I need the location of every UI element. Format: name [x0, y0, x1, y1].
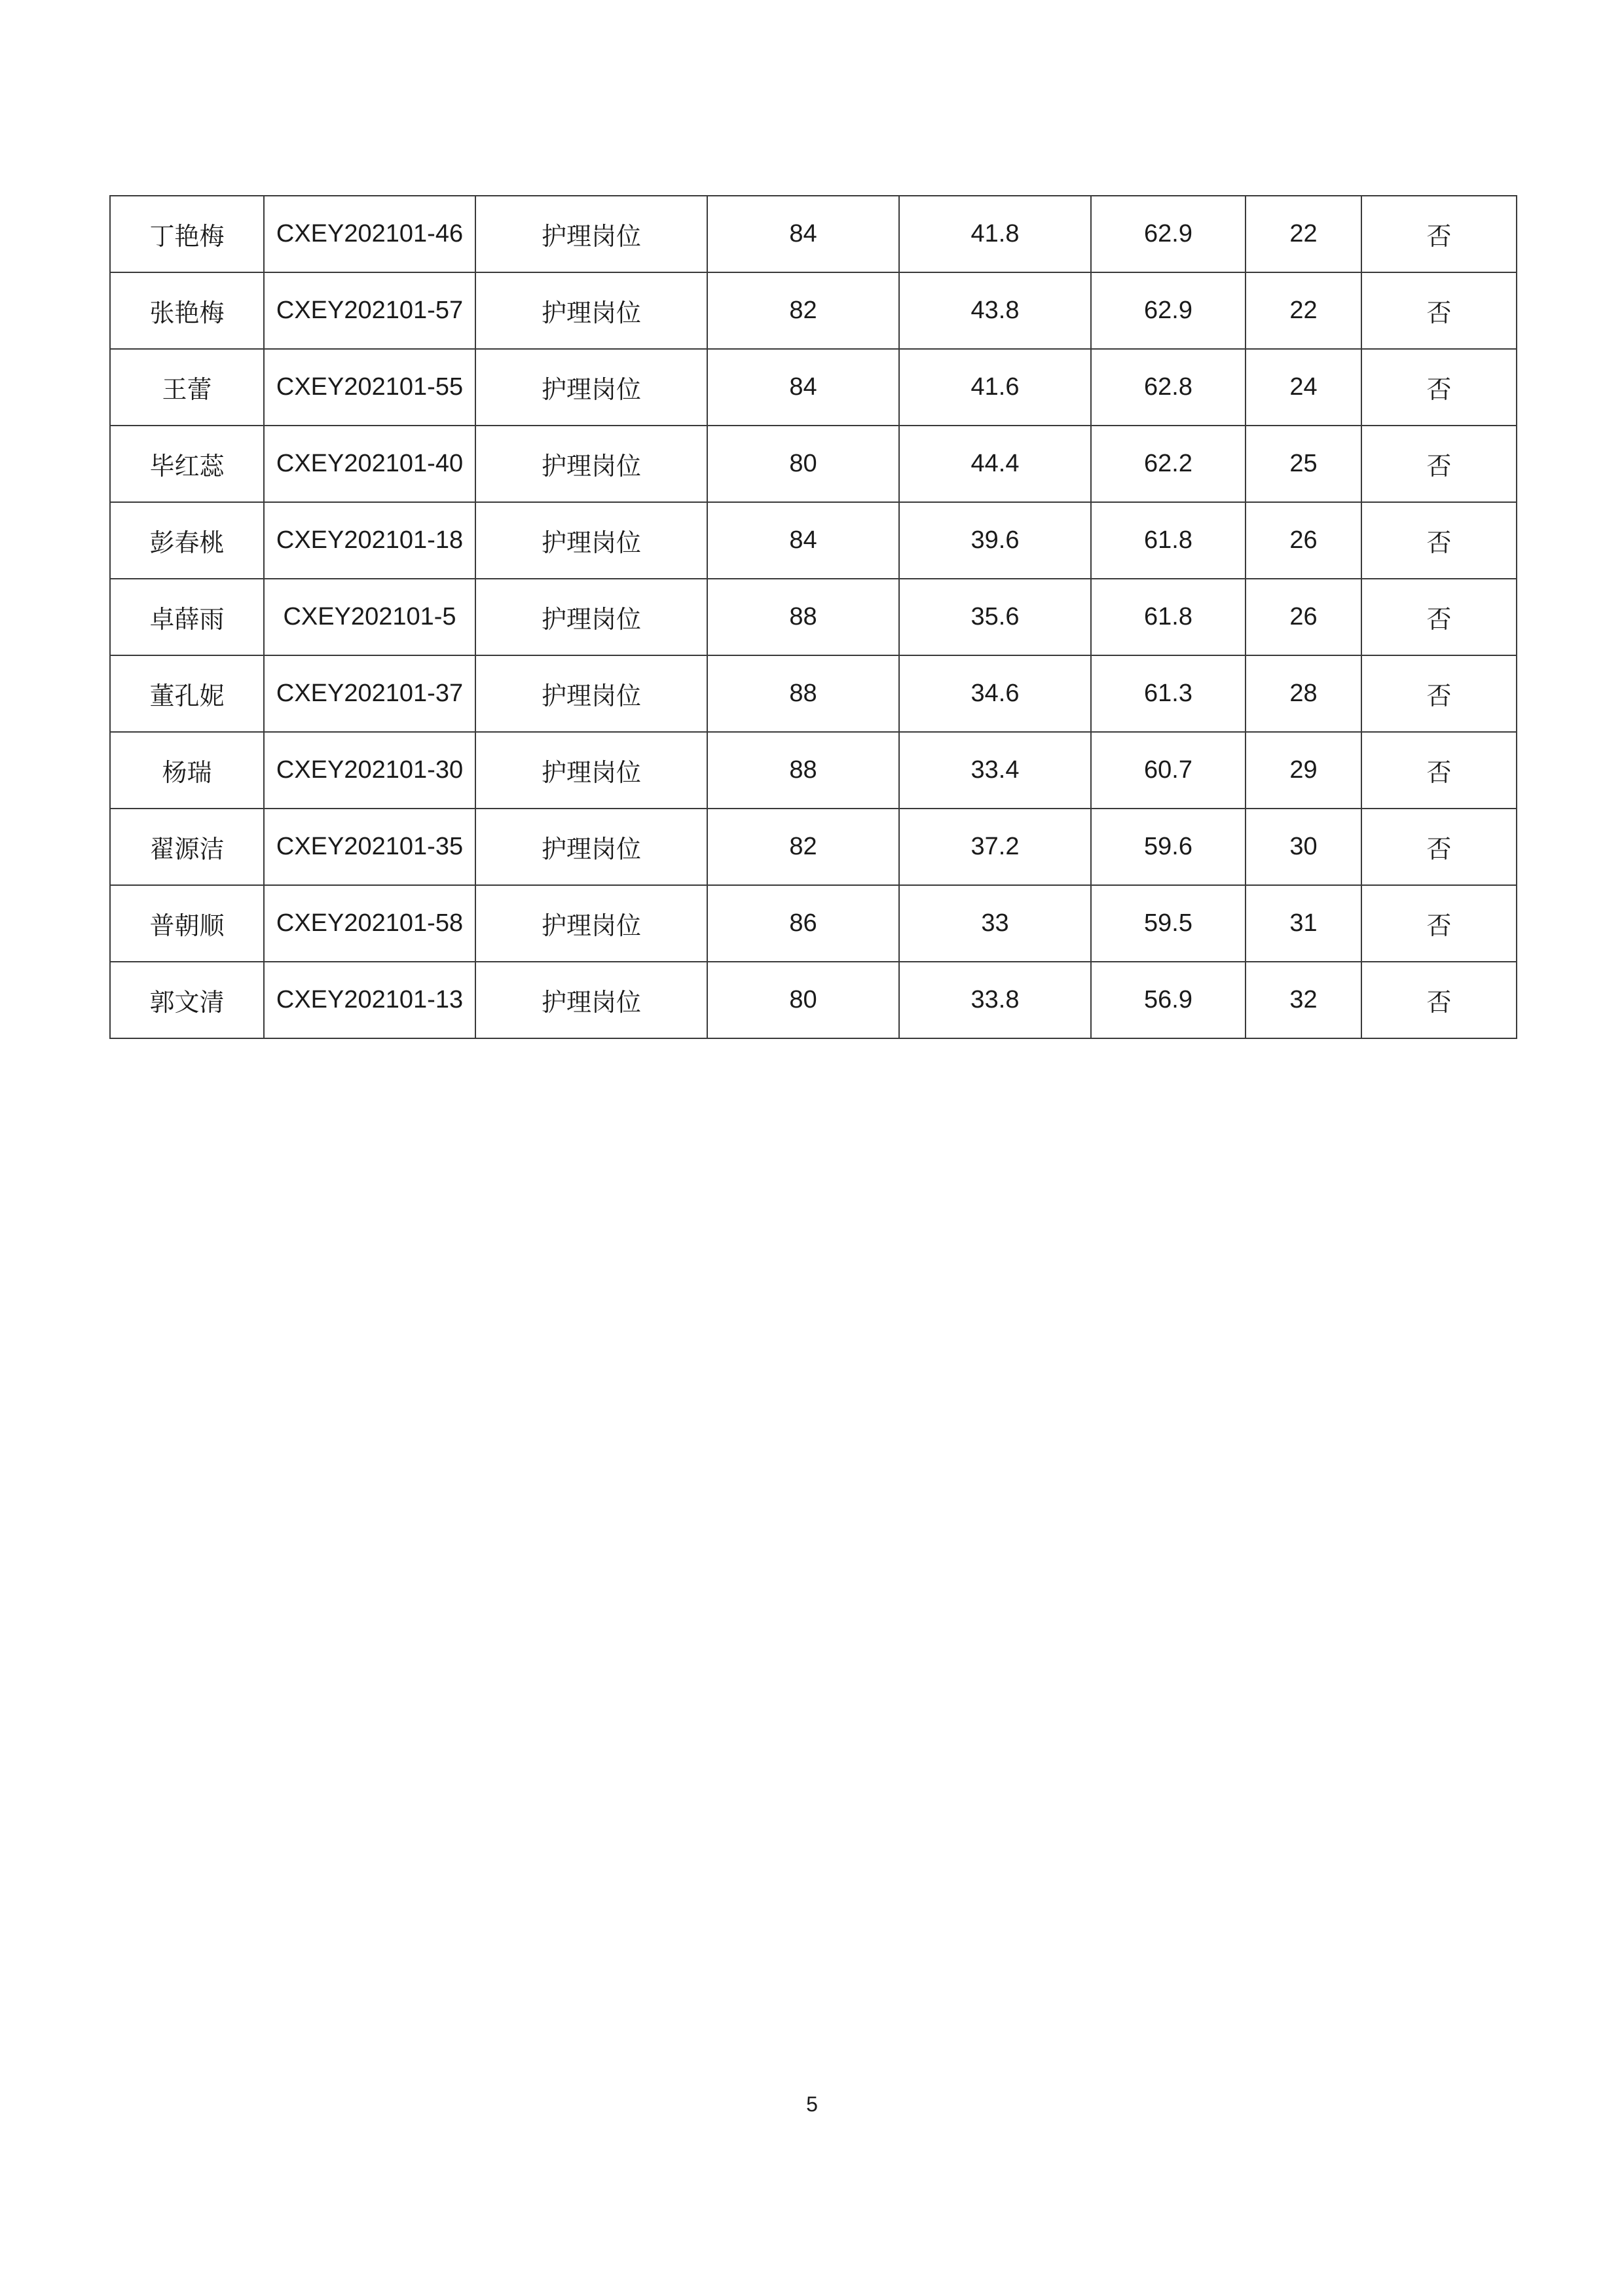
total-score-cell: 62.8: [1091, 349, 1246, 426]
table-row: [110, 196, 1517, 272]
total-score-cell: 62.9: [1091, 196, 1246, 272]
post-cell: 护理岗位: [475, 962, 707, 1038]
exam-id-cell: CXEY202101-40: [264, 426, 475, 502]
flag-cell: 否: [1361, 502, 1517, 579]
rank-cell: 22: [1246, 272, 1361, 349]
table-row: [110, 962, 1517, 1038]
rank-cell: 28: [1246, 655, 1361, 732]
candidate-name-cell: 郭文清: [110, 962, 264, 1038]
score-b-cell: 35.6: [899, 579, 1091, 655]
table-row: [110, 502, 1517, 579]
score-a-cell: 84: [707, 502, 899, 579]
flag-cell: 否: [1361, 885, 1517, 962]
candidate-name-cell: 毕红蕊: [110, 426, 264, 502]
score-a-cell: 82: [707, 272, 899, 349]
table-row: [110, 655, 1517, 732]
total-score-cell: 62.9: [1091, 272, 1246, 349]
exam-id-cell: CXEY202101-55: [264, 349, 475, 426]
score-b-cell: 33.4: [899, 732, 1091, 809]
exam-id-cell: CXEY202101-35: [264, 809, 475, 885]
total-score-cell: 62.2: [1091, 426, 1246, 502]
score-b-cell: 37.2: [899, 809, 1091, 885]
total-score-cell: 61.8: [1091, 579, 1246, 655]
total-score-cell: 60.7: [1091, 732, 1246, 809]
score-a-cell: 84: [707, 196, 899, 272]
rank-cell: 32: [1246, 962, 1361, 1038]
candidate-name-cell: 杨瑞: [110, 732, 264, 809]
score-a-cell: 80: [707, 426, 899, 502]
table-row: [110, 349, 1517, 426]
score-a-cell: 88: [707, 655, 899, 732]
candidate-name-cell: 王蕾: [110, 349, 264, 426]
results-table: [109, 195, 1517, 1039]
score-a-cell: 82: [707, 809, 899, 885]
table-row: [110, 272, 1517, 349]
score-b-cell: 44.4: [899, 426, 1091, 502]
flag-cell: 否: [1361, 579, 1517, 655]
total-score-cell: 59.5: [1091, 885, 1246, 962]
total-score-cell: 59.6: [1091, 809, 1246, 885]
rank-cell: 25: [1246, 426, 1361, 502]
exam-id-cell: CXEY202101-18: [264, 502, 475, 579]
post-cell: 护理岗位: [475, 885, 707, 962]
candidate-name-cell: 翟源洁: [110, 809, 264, 885]
exam-id-cell: CXEY202101-13: [264, 962, 475, 1038]
post-cell: 护理岗位: [475, 502, 707, 579]
total-score-cell: 56.9: [1091, 962, 1246, 1038]
rank-cell: 26: [1246, 502, 1361, 579]
post-cell: 护理岗位: [475, 809, 707, 885]
post-cell: 护理岗位: [475, 426, 707, 502]
candidate-name-cell: 普朝顺: [110, 885, 264, 962]
flag-cell: 否: [1361, 655, 1517, 732]
score-a-cell: 86: [707, 885, 899, 962]
total-score-cell: 61.3: [1091, 655, 1246, 732]
exam-id-cell: CXEY202101-58: [264, 885, 475, 962]
flag-cell: 否: [1361, 349, 1517, 426]
table-row: [110, 426, 1517, 502]
candidate-name-cell: 卓薛雨: [110, 579, 264, 655]
post-cell: 护理岗位: [475, 272, 707, 349]
score-b-cell: 43.8: [899, 272, 1091, 349]
post-cell: 护理岗位: [475, 655, 707, 732]
rank-cell: 30: [1246, 809, 1361, 885]
rank-cell: 22: [1246, 196, 1361, 272]
table-row: [110, 579, 1517, 655]
table-row: [110, 809, 1517, 885]
table-row: [110, 885, 1517, 962]
exam-id-cell: CXEY202101-30: [264, 732, 475, 809]
flag-cell: 否: [1361, 732, 1517, 809]
flag-cell: 否: [1361, 809, 1517, 885]
score-b-cell: 41.6: [899, 349, 1091, 426]
score-a-cell: 84: [707, 349, 899, 426]
page-number: 5: [806, 2092, 818, 2116]
score-b-cell: 33.8: [899, 962, 1091, 1038]
candidate-name-cell: 彭春桃: [110, 502, 264, 579]
flag-cell: 否: [1361, 426, 1517, 502]
score-a-cell: 88: [707, 579, 899, 655]
rank-cell: 24: [1246, 349, 1361, 426]
flag-cell: 否: [1361, 962, 1517, 1038]
exam-id-cell: CXEY202101-5: [264, 579, 475, 655]
post-cell: 护理岗位: [475, 196, 707, 272]
score-a-cell: 88: [707, 732, 899, 809]
score-b-cell: 33: [899, 885, 1091, 962]
candidate-name-cell: 张艳梅: [110, 272, 264, 349]
exam-id-cell: CXEY202101-46: [264, 196, 475, 272]
candidate-name-cell: 丁艳梅: [110, 196, 264, 272]
flag-cell: 否: [1361, 196, 1517, 272]
post-cell: 护理岗位: [475, 579, 707, 655]
exam-id-cell: CXEY202101-37: [264, 655, 475, 732]
exam-id-cell: CXEY202101-57: [264, 272, 475, 349]
table-row: [110, 732, 1517, 809]
flag-cell: 否: [1361, 272, 1517, 349]
score-b-cell: 39.6: [899, 502, 1091, 579]
total-score-cell: 61.8: [1091, 502, 1246, 579]
candidate-name-cell: 董孔妮: [110, 655, 264, 732]
score-a-cell: 80: [707, 962, 899, 1038]
table-body: [110, 196, 1517, 1038]
post-cell: 护理岗位: [475, 349, 707, 426]
score-b-cell: 34.6: [899, 655, 1091, 732]
post-cell: 护理岗位: [475, 732, 707, 809]
rank-cell: 29: [1246, 732, 1361, 809]
rank-cell: 31: [1246, 885, 1361, 962]
score-b-cell: 41.8: [899, 196, 1091, 272]
rank-cell: 26: [1246, 579, 1361, 655]
